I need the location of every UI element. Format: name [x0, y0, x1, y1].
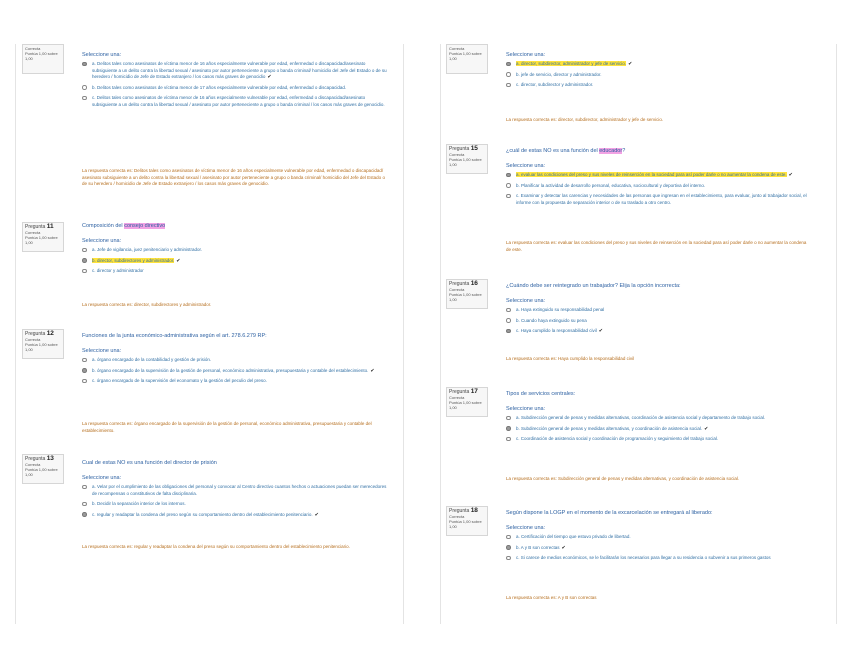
- question-status: Correcta: [25, 462, 41, 467]
- question-content: [506, 283, 812, 339]
- question-text: ¿cuál de estas NO es una función del educador?: [506, 148, 626, 154]
- radio-button[interactable]: [506, 83, 511, 88]
- page-edge: [403, 44, 404, 624]
- select-one-label: Seleccione una:: [506, 298, 546, 304]
- answer-option[interactable]: [82, 247, 388, 254]
- option-text: b. Cuando haya extinguido su pena: [516, 317, 587, 323]
- answer-option[interactable]: [506, 318, 812, 325]
- answer-option[interactable]: [506, 183, 812, 190]
- correct-answer-feedback: La respuesta correcta es: A y B son correctas: [506, 595, 597, 600]
- option-text: b. Decidir la separación interior de los internos.: [92, 501, 186, 507]
- answer-option[interactable]: [82, 357, 388, 364]
- answer-option[interactable]: [506, 193, 812, 206]
- option-text: c. director y administrador: [92, 268, 144, 274]
- question-content: [82, 223, 388, 279]
- question-points: Puntúa 1,00 sobre 1,00: [25, 342, 58, 352]
- question-status: Correcta: [25, 230, 41, 235]
- select-one-label: Seleccione una:: [506, 525, 546, 531]
- answer-option[interactable]: [506, 328, 812, 335]
- question-status: Correcta: [449, 287, 465, 292]
- question-points: Puntúa 1,00 sobre 1,00: [449, 519, 482, 529]
- radio-button[interactable]: [506, 437, 511, 442]
- check-icon: ✔: [788, 172, 793, 178]
- option-text: b. órgano encargado de la supervisión de la gestión de personal, económico administrativa, presupuestaria y contable del establecimiento.: [92, 367, 369, 373]
- option-text: c. Examinar y detectar las carencias y necesidades de las personas que ingresan en el establecimiento, para evaluar, junto al trabajador social, el informe con la propuesta de separación interior o de su traslado a otro centro.: [516, 193, 807, 205]
- check-icon: ✔: [561, 544, 566, 551]
- radio-button[interactable]: [506, 426, 511, 431]
- option-text: b. Subdirección general de penas y medidas alternativas, y coordinación de asistencia social.: [516, 425, 703, 431]
- question-number: Pregunta 11: [25, 223, 54, 230]
- answer-option[interactable]: [506, 61, 812, 68]
- question-points: Puntúa 1,00 sobre 1,00: [449, 292, 482, 302]
- answer-option[interactable]: [82, 368, 388, 375]
- radio-button[interactable]: [82, 358, 87, 363]
- answer-option[interactable]: [82, 484, 388, 497]
- radio-button[interactable]: [82, 512, 87, 517]
- answer-option[interactable]: [506, 307, 812, 314]
- question-number: Pregunta 15: [449, 145, 478, 152]
- question-status: Correcta: [25, 46, 41, 51]
- select-one-label: Seleccione una:: [82, 52, 122, 58]
- question-info: [446, 279, 488, 309]
- question-number: Pregunta 18: [449, 507, 478, 514]
- radio-button[interactable]: [506, 183, 511, 188]
- question-info: [446, 506, 488, 536]
- radio-button[interactable]: [506, 318, 511, 323]
- radio-button[interactable]: [82, 85, 87, 90]
- quiz-page-left: [22, 44, 390, 622]
- question-status: Correcta: [449, 46, 465, 51]
- question-text: Tipos de servicios centrales:: [506, 391, 576, 397]
- question-content: [506, 510, 812, 566]
- option-text: a. Delitos tales como asesinatos de víctima menor de 16 años especialmente vulnerable por edad, enfermedad o discapacidad/asesinato subsiguiente a un delito contra la libertad sexual / asesinato por autor perteneciente a grupo o banda criminal/ homicidio del Jefe del Estado o de su heredero / homicidio de Jefe de Estado extranjero / los casos más graves de genocidio: [92, 61, 387, 80]
- radio-button[interactable]: [82, 248, 87, 253]
- radio-button[interactable]: [82, 269, 87, 274]
- page-edge: [440, 44, 441, 624]
- answer-option[interactable]: [82, 258, 388, 265]
- option-text: c. Coordinación de asistencia social y coordinación de programación y seguimiento del trabajo social.: [516, 436, 719, 442]
- question-content: [82, 460, 388, 522]
- correct-answer-feedback: La respuesta correcta es: director, subdirectores y administrador.: [82, 302, 212, 307]
- select-one-label: Seleccione una:: [82, 475, 122, 481]
- option-text: c. Delitos tales como asesinatos de víctima menor de 16 años especialmente vulnerable por edad, enfermedad o discapacidad/asesinato subsiguiente a un delito contra la libertad sexual / asesinato por autor perteneciente a grupo o banda criminal / los casos más graves de genocidio.: [92, 95, 385, 107]
- question-content: [506, 52, 812, 93]
- option-text: c. Haya cumplido la responsabilidad civil: [516, 328, 597, 334]
- answer-option[interactable]: [506, 436, 812, 443]
- question-text: ¿Cuándo debe ser reintegrado un trabajador? Elija la opción incorrecta:: [506, 283, 681, 289]
- radio-button[interactable]: [506, 329, 511, 334]
- question-status: Correcta: [449, 152, 465, 157]
- answer-option[interactable]: [506, 545, 812, 552]
- check-icon: ✔: [628, 61, 633, 67]
- answer-option[interactable]: [82, 95, 388, 108]
- answer-option[interactable]: [82, 501, 388, 508]
- radio-button[interactable]: [506, 72, 511, 77]
- correct-answer-feedback: La respuesta correcta es: Haya cumplido la responsabilidad civil: [506, 356, 635, 361]
- question-info: [446, 387, 488, 417]
- option-text: a. Subdirección general de penas y medidas alternativas, coordinación de asistencia social y departamento de trabajo social.: [516, 415, 766, 420]
- answer-option[interactable]: [82, 85, 388, 92]
- answer-option[interactable]: [82, 61, 388, 81]
- option-text: a. Jefe de vigilancia, juez penitenciario y administrador.: [92, 247, 203, 252]
- answer-option[interactable]: [506, 426, 812, 433]
- radio-button[interactable]: [506, 545, 511, 550]
- question-points: Puntúa 1,00 sobre 1,00: [449, 51, 482, 61]
- answer-option[interactable]: [506, 415, 812, 422]
- radio-button[interactable]: [82, 502, 87, 507]
- radio-button[interactable]: [82, 485, 87, 490]
- radio-button[interactable]: [82, 368, 87, 373]
- option-text: c. regular y readaptar la condena del preso según su comportamiento dentro del establecimiento penitenciario.: [92, 511, 313, 517]
- question-info: [22, 454, 64, 484]
- option-text: a. director, subdirector, administrador y jefe de servicio.: [516, 61, 627, 66]
- radio-button[interactable]: [506, 416, 511, 421]
- radio-button[interactable]: [506, 62, 511, 67]
- question-text: Funciones de la junta económico-administrativa según el art. 278.6.279 RP:: [82, 333, 267, 339]
- select-one-label: Seleccione una:: [82, 348, 122, 354]
- question-text: Composición del consejo directivo: [82, 223, 166, 229]
- question-content: [506, 148, 812, 210]
- question-points: Puntúa 1,00 sobre 1,00: [449, 157, 482, 167]
- answer-option[interactable]: [506, 555, 812, 562]
- option-text: b. Planificar la actividad de desarrollo personal, educativa, sociocultural y deportiva del interno.: [516, 182, 706, 188]
- question-text: Cual de estas NO es una función del director de prisión: [82, 460, 217, 466]
- check-icon: ✔: [704, 425, 709, 432]
- correct-answer-feedback: La respuesta correcta es: regular y readaptar la condena del preso según su comportamiento dentro del establecimiento penitenciario.: [82, 544, 350, 549]
- option-text: b. director, subdirectores y administrador.: [92, 257, 175, 263]
- check-icon: ✔: [314, 511, 319, 518]
- option-text: a. Certificación del tiempo que estuvo privado de libertad.: [516, 534, 631, 539]
- option-text: a. órgano encargado de la contabilidad y gestión de prisión.: [92, 357, 212, 362]
- correct-answer-feedback: La respuesta correcta es: Delitos tales como asesinatos de víctima menor de 16 años especialmente vulnerable por edad, enfermedad o discapacidad/ asesinato subsiguiente a un delito contra la libertad sexual / asesinato por autor perteneciente a grupo o banda criminal/ homicidio del Jefe del Estado o de su heredero / homicidio de Jefe de Estado extranjero / los casos más graves de genocidio.: [82, 168, 385, 187]
- correct-answer-feedback: La respuesta correcta es: órgano encargado de la supervisión de la gestión de personal, económico administrativa, presupuestaria y contable del establecimiento.: [82, 421, 372, 433]
- option-text: c. Si carece de medios económicos, se le facilitarán los necesarios para llegar a su residencia o subvenir a sus primeros gastos: [516, 555, 771, 561]
- radio-button[interactable]: [506, 308, 511, 313]
- correct-answer-feedback: La respuesta correcta es: Subdirección general de penas y medidas alternativas, y coordinación de asistencia social.: [506, 476, 740, 481]
- question-status: Correcta: [449, 514, 465, 519]
- radio-button[interactable]: [82, 258, 87, 263]
- radio-button[interactable]: [506, 535, 511, 540]
- answer-option[interactable]: [82, 512, 388, 519]
- answer-option[interactable]: [506, 72, 812, 79]
- page-edge: [836, 44, 837, 624]
- answer-option[interactable]: [506, 172, 812, 179]
- correct-answer-feedback: La respuesta correcta es: director, subdirector, administrador y jefe de servicio.: [506, 117, 664, 122]
- select-one-label: Seleccione una:: [506, 163, 546, 169]
- select-one-label: Seleccione una:: [506, 406, 546, 412]
- radio-button[interactable]: [506, 194, 511, 199]
- answer-option[interactable]: [82, 378, 388, 385]
- answer-option[interactable]: [506, 534, 812, 541]
- question-points: Puntúa 1,00 sobre 1,00: [25, 235, 58, 245]
- question-points: Puntúa 1,00 sobre 1,00: [449, 400, 482, 410]
- option-text: c. director, subdirector y administrador.: [516, 82, 594, 88]
- option-text: b. A y B son correctas: [516, 544, 560, 550]
- question-text: Según dispone la LOGP en el momento de la excarcelación se entregará al liberado:: [506, 510, 713, 516]
- option-text: a. Haya extinguido su responsabilidad penal: [516, 307, 605, 312]
- select-one-label: Seleccione una:: [82, 238, 122, 244]
- check-icon: ✔: [267, 74, 272, 81]
- option-text: c. órgano encargado de la supervisión del economato y la gestión del peculio del preso.: [92, 378, 267, 384]
- select-one-label: Seleccione una:: [506, 52, 546, 58]
- radio-button[interactable]: [82, 62, 87, 67]
- quiz-page-right: [446, 44, 814, 622]
- question-number: Pregunta 13: [25, 455, 54, 462]
- answer-option[interactable]: [82, 268, 388, 275]
- radio-button[interactable]: [506, 173, 511, 178]
- option-text: b. Delitos tales como asesinatos de víctima menor de 17 años especialmente vulnerable por edad, enfermedad o discapacidad.: [92, 84, 347, 90]
- question-number: Pregunta 17: [449, 388, 478, 395]
- question-points: Puntúa 1,00 sobre 1,00: [25, 467, 58, 477]
- option-text: a. Velar por el cumplimiento de las obligaciones del personal y convocar al Centro directivo cuantos hechos o actuaciones puedan ser merecedores de recompensas o constitutivos de falta disciplinaria.: [92, 484, 387, 496]
- question-info: [22, 222, 64, 252]
- question-info: [22, 44, 64, 74]
- radio-button[interactable]: [82, 96, 87, 101]
- check-icon: ✔: [370, 367, 375, 374]
- answer-option[interactable]: [506, 82, 812, 89]
- question-content: [82, 333, 388, 389]
- check-icon: ✔: [176, 257, 181, 264]
- question-content: [506, 391, 812, 447]
- question-content: [82, 52, 388, 113]
- question-info: [446, 144, 488, 174]
- question-number: Pregunta 16: [449, 280, 478, 287]
- option-text: b. jefe de servicio, director y administrador.: [516, 71, 602, 77]
- page-edge: [15, 44, 16, 624]
- question-status: Correcta: [449, 395, 465, 400]
- check-icon: ✔: [598, 328, 603, 335]
- question-number: Pregunta 12: [25, 330, 54, 337]
- radio-button[interactable]: [506, 556, 511, 561]
- question-status: Correcta: [25, 337, 41, 342]
- question-points: Puntúa 1,00 sobre 1,00: [25, 51, 58, 61]
- option-text: a. evaluar las condiciones del preso y sus niveles de reinserción en la sociedad para así poder darle o no aumentar la condena de este.: [516, 172, 787, 177]
- correct-answer-feedback: La respuesta correcta es: evaluar las condiciones del preso y sus niveles de reinserción en la sociedad para así poder darle o no aumentar la condena de este.: [506, 240, 807, 252]
- radio-button[interactable]: [82, 379, 87, 384]
- question-info: [22, 329, 64, 359]
- question-info: [446, 44, 488, 74]
